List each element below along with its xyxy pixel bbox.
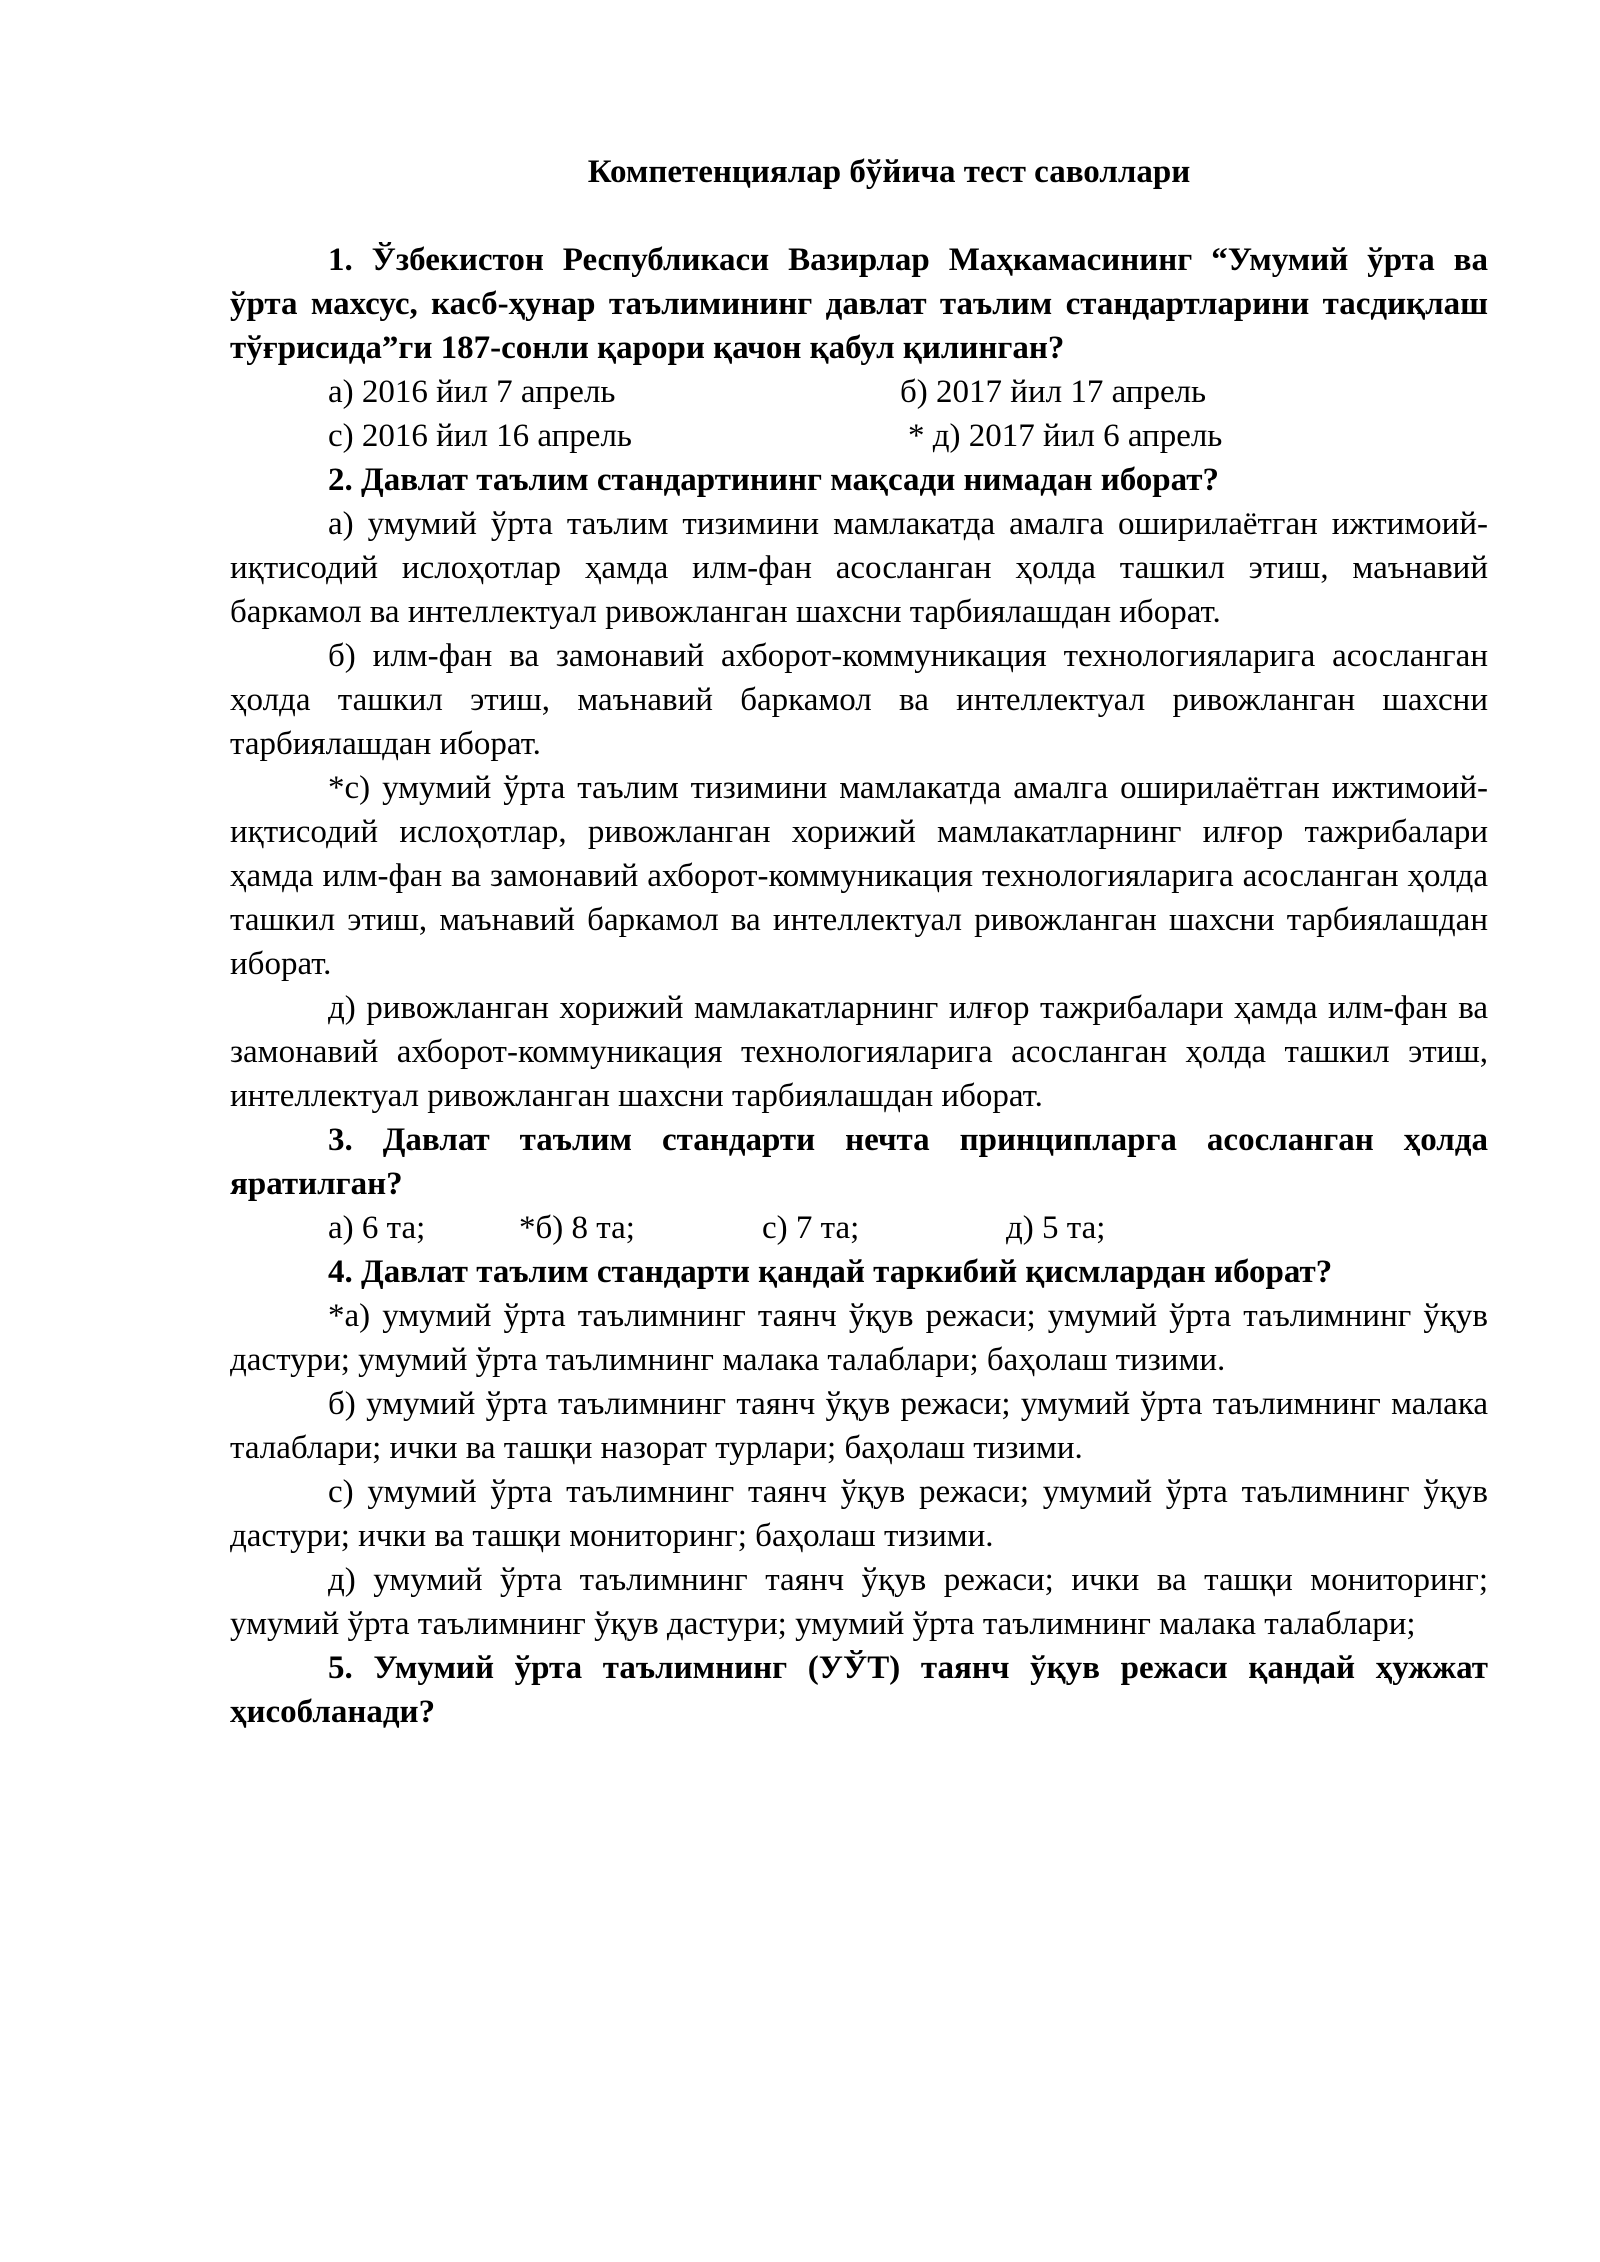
- question-3: 3. Давлат таълим стандарти нечта принципларга асосланган ҳолда яратилган?: [230, 1122, 1488, 1202]
- question-1-options-row-2: [230, 414, 1488, 458]
- question-2-option-c: *с) умумий ўрта таълим тизимини мамлакатда амалга оширилаётган ижтимоий-иқтисодий ислоҳотлар, ривожланган хорижий мамлакатларнинг илғор тажрибалари ҳамда илм-фан ва замонавий ахборот-коммуникация технологияларига асосланган ҳолда ташкил этиш, маънавий баркамол ва интеллектуал ривожланган шахсни тарбиялашдан иборат.: [230, 770, 1488, 982]
- question-3-option-a: а) 6 та;: [328, 1210, 426, 1246]
- question-5: 5. Умумий ўрта таълимнинг (УЎТ) таянч ўқув режаси қандай ҳужжат ҳисобланади?: [230, 1650, 1488, 1730]
- question-4-option-d: д) умумий ўрта таълимнинг таянч ўқув режаси; ички ва ташқи мониторинг; умумий ўрта таълимнинг ўқув дастури; умумий ўрта таълимнинг малака талаблари;: [230, 1562, 1488, 1642]
- document-title: Компетенциялар бўйича тест саволлари: [587, 154, 1191, 190]
- question-1-option-b: б) 2017 йил 17 апрель: [900, 374, 1207, 410]
- question-2: 2. Давлат таълим стандартининг мақсади нимадан иборат?: [328, 462, 1219, 498]
- question-4-option-a: *а) умумий ўрта таълимнинг таянч ўқув режаси; умумий ўрта таълимнинг ўқув дастури; умумий ўрта таълимнинг малака талаблари; баҳолаш тизими.: [230, 1298, 1488, 1378]
- question-1-option-a: а) 2016 йил 7 апрель: [328, 374, 616, 410]
- question-3-options-row: [230, 1206, 1488, 1250]
- question-2-option-a: а) умумий ўрта таълим тизимини мамлакатда амалга оширилаётган ижтимоий-иқтисодий ислоҳотлар ҳамда илм-фан асосланган ҳолда ташкил этиш, маънавий баркамол ва интеллектуал ривожланган шахсни тарбиялашдан иборат.: [230, 506, 1488, 630]
- question-3-option-b: *б) 8 та;: [519, 1210, 635, 1246]
- question-1-option-c: с) 2016 йил 16 апрель: [328, 418, 632, 454]
- question-4-option-b: б) умумий ўрта таълимнинг таянч ўқув режаси; умумий ўрта таълимнинг малака талаблари; ички ва ташқи назорат турлари; баҳолаш тизими.: [230, 1386, 1488, 1466]
- question-3-option-d: д) 5 та;: [1006, 1210, 1106, 1246]
- question-4: 4. Давлат таълим стандарти қандай таркибий қисмлардан иборат?: [328, 1254, 1333, 1290]
- question-2-option-b: б) илм-фан ва замонавий ахборот-коммуникация технологияларига асосланган ҳолда ташкил этиш, маънавий баркамол ва интеллектуал ривожланган шахсни тарбиялашдан иборат.: [230, 638, 1488, 762]
- question-3-option-c: с) 7 та;: [762, 1210, 860, 1246]
- question-1-options-row-1: [230, 370, 1488, 414]
- document-page: [230, 150, 1488, 1734]
- question-1: 1. Ўзбекистон Республикаси Вазирлар Маҳкамасининг “Умумий ўрта ва ўрта махсус, касб-ҳунар таълимининг давлат таълим стандартларини тасдиқлаш тўғрисида”ги 187-сонли қарори қачон қабул қилинган?: [230, 242, 1488, 366]
- question-4-option-c: с) умумий ўрта таълимнинг таянч ўқув режаси; умумий ўрта таълимнинг ўқув дастури; ички ва ташқи мониторинг; баҳолаш тизими.: [230, 1474, 1488, 1554]
- question-2-option-d: д) ривожланган хорижий мамлакатларнинг илғор тажрибалари ҳамда илм-фан ва замонавий ахборот-коммуникация технологияларига асосланган ҳолда ташкил этиш, интеллектуал ривожланган шахсни тарбиялашдан иборат.: [230, 990, 1488, 1114]
- question-1-option-d: * д) 2017 йил 6 апрель: [908, 418, 1223, 454]
